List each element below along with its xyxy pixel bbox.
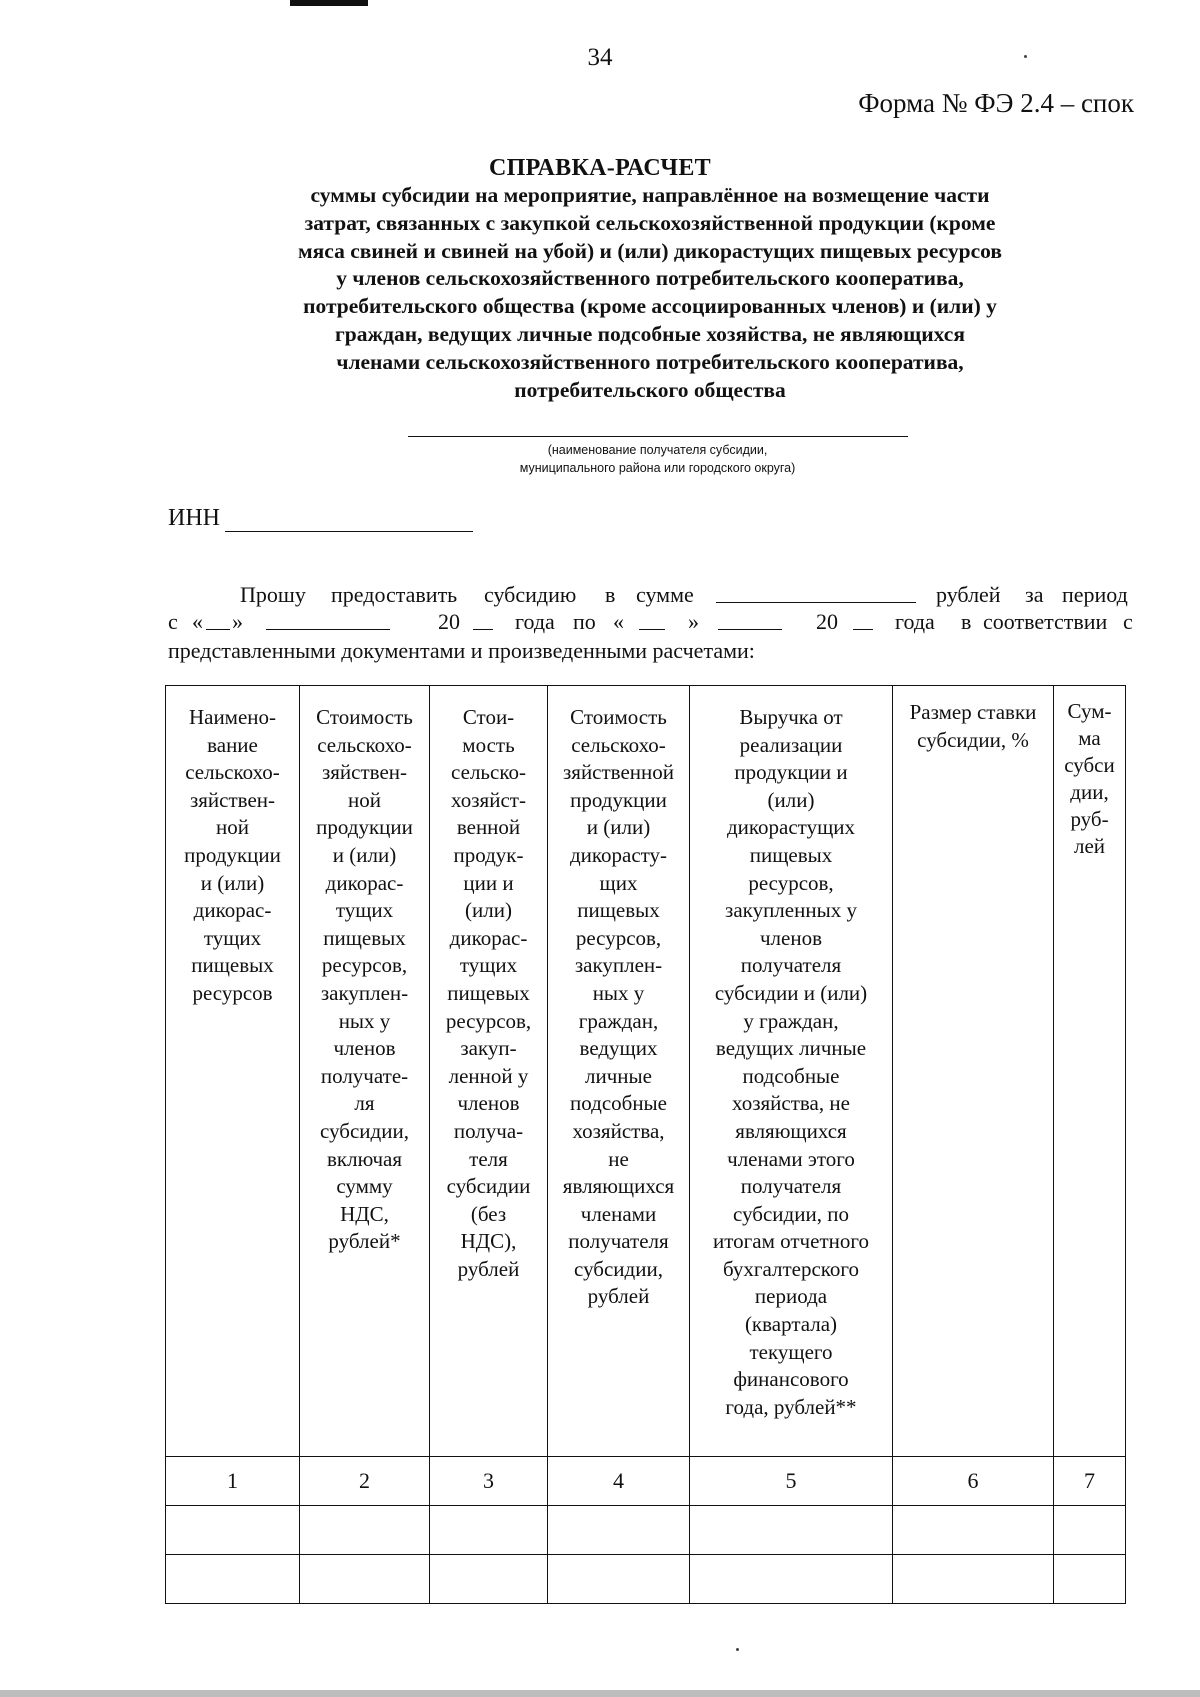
column-header-text: Размер ставки субсидии, % [909,700,1037,752]
request-word: за [1025,582,1044,607]
table-cell[interactable] [166,1555,300,1604]
table-cell[interactable] [430,1555,548,1604]
column-number: 3 [430,1457,548,1506]
table-row [166,1555,1126,1604]
column-header [300,686,430,1457]
column-header-text: Наимено- вание сельскохо- зяйствен- ной продукции и (или) дикорас- тущих пищевых ресурсов [184,705,281,1005]
request-word: рублей [936,582,1001,607]
period-start-day-field[interactable] [206,609,230,630]
column-header-text: Сум- ма субси дии, руб- лей [1064,699,1115,858]
column-header-text: Стоимость сельскохо- зяйствен- ной продукции и (или) дикорас- тущих пищевых ресурсов, закуплен- ных у членов получате- ля субсидии, включая сумму НДС, рублей* [316,705,413,1254]
table-cell[interactable] [548,1555,690,1604]
page-number: 34 [587,44,613,71]
request-word: « [192,609,203,634]
request-word: с [1123,609,1133,634]
subtitle-line: суммы субсидии на мероприятие, направлённое на возмещение части [310,183,990,207]
period-end-day-field[interactable] [639,609,665,630]
table-cell[interactable] [300,1555,430,1604]
request-word: » [232,609,243,634]
subtitle-line: затрат, связанных с закупкой сельскохозяйственной продукции (кроме [304,210,996,235]
table-cell[interactable] [548,1506,690,1555]
column-header [548,686,690,1457]
subsidy-amount-field[interactable] [716,582,916,603]
table-cell[interactable] [690,1506,893,1555]
request-word: сумме [636,582,694,607]
table-cell[interactable] [166,1506,300,1555]
scan-artifact-bar [290,0,368,6]
document-title: СПРАВКА-РАСЧЕТ [489,155,711,181]
subtitle-line: у членов сельскохозяйственного потребительского кооператива, [336,266,964,291]
column-number: 7 [1054,1457,1126,1506]
column-number: 2 [300,1457,430,1506]
request-word: с [168,609,178,634]
column-header [430,686,548,1457]
column-number: 5 [690,1457,893,1506]
column-header [166,686,300,1457]
scan-artifact-edge [0,1690,1200,1697]
column-header [690,686,893,1457]
scan-speck [736,1648,739,1651]
request-word: предоставить [331,582,458,607]
column-number-row [166,1457,1126,1506]
inn-label: ИНН [168,505,220,531]
request-word: 20 [816,609,838,634]
table-cell[interactable] [1054,1555,1126,1604]
request-word: года [515,609,555,634]
table-cell[interactable] [893,1555,1054,1604]
subtitle-line: членами сельскохозяйственного потребительского кооператива, [336,349,964,374]
document-subtitle [240,182,1060,404]
subtitle-line: граждан, ведущих личные подсобные хозяйства, не являющихся [335,321,965,346]
recipient-caption [400,441,915,477]
table-cell[interactable] [300,1506,430,1555]
table-cell[interactable] [690,1555,893,1604]
period-start-year-field[interactable] [473,609,493,630]
table-row [166,1506,1126,1555]
form-code: Форма № ФЭ 2.4 – спок [858,88,1134,118]
request-word: 20 [438,609,460,634]
column-number: 4 [548,1457,690,1506]
request-word: в [961,609,972,634]
request-word: по [573,609,596,634]
table-cell[interactable] [1054,1506,1126,1555]
subtitle-line: потребительского общества (кроме ассоциированных членов) и (или) у [303,294,997,319]
request-word: соответствии [983,609,1108,634]
subsidy-calculation-table [165,685,1126,1604]
request-line-3: представленными документами и произведенными расчетами: [168,638,755,663]
subtitle-line: мяса свиней и свиней на убой) и (или) дикорастущих пищевых ресурсов [298,238,1002,263]
recipient-caption-line: муниципального района или городского округа) [519,461,796,475]
column-header [893,686,1054,1457]
table-header-row [166,686,1126,1457]
column-header-text: Стои- мость сельско- хозяйст- венной продук- ции и (или) дикорас- тущих пищевых ресурсов, закуп- ленной у членов получа- теля субсидии (без НДС), рублей [445,705,532,1281]
request-word: в [605,582,616,607]
request-word: Прошу [240,582,306,607]
recipient-name-field[interactable] [408,436,908,437]
column-header-text: Стоимость сельскохо- зяйственной продукции и (или) дикорасту- щих пищевых ресурсов, закуплен- ных у граждан, ведущих личные подсобные хозяйства, не являющихся членами получателя субсидии, рублей [562,705,675,1309]
column-header-text: Выручка от реализации продукции и (или) дикорастущих пищевых ресурсов, закупленных у членов получателя субсидии и (или) у граждан, ведущих личные подсобные хозяйства, не являющихся членами этого получателя субсидии, по итогам отчетного бухгалтерского периода (квартала) текущего финансового года, рублей** [713,705,869,1419]
column-number: 6 [893,1457,1054,1506]
request-word: » [688,609,699,634]
recipient-caption-line: (наименование получателя субсидии, [547,443,768,457]
request-word: период [1062,582,1128,607]
column-header [1054,686,1126,1457]
period-end-month-field[interactable] [718,609,782,630]
table-cell[interactable] [430,1506,548,1555]
period-start-month-field[interactable] [266,609,390,630]
request-word: « [613,609,624,634]
table-cell[interactable] [893,1506,1054,1555]
inn-field[interactable] [225,531,473,532]
request-word: года [895,609,935,634]
column-number: 1 [166,1457,300,1506]
subtitle-line: потребительского общества [514,377,786,402]
request-word: субсидию [484,582,577,607]
period-end-year-field[interactable] [853,609,873,630]
